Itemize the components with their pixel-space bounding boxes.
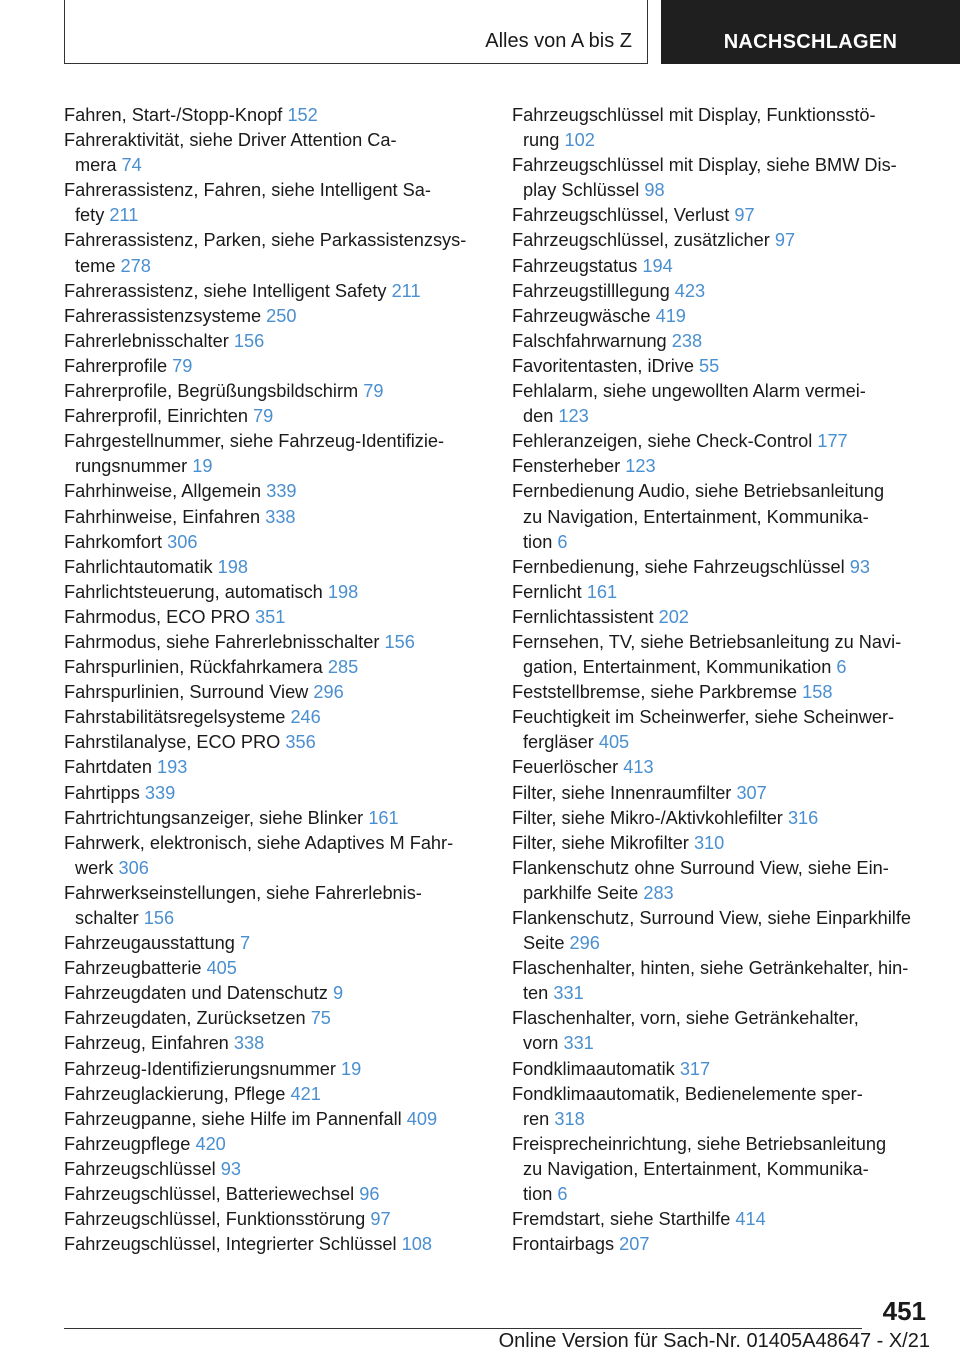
index-entry bbox=[64, 1082, 480, 1107]
index-term: fergläser bbox=[523, 732, 594, 753]
page-reference-link[interactable]: 207 bbox=[619, 1234, 650, 1255]
index-entry bbox=[512, 228, 932, 253]
page-reference-link[interactable]: 152 bbox=[287, 105, 318, 125]
page-reference-link[interactable]: 74 bbox=[121, 155, 142, 176]
index-term: rungsnummer bbox=[75, 456, 188, 477]
index-term: Fehlalarm, siehe ungewollten Alarm vermei- bbox=[512, 381, 866, 402]
index-term: Fahrerlebnisschalter bbox=[64, 330, 229, 351]
page-reference-link[interactable]: 198 bbox=[217, 556, 249, 577]
index-term: Fahrzeug, Einfahren bbox=[64, 1033, 229, 1054]
page-reference-link[interactable]: 283 bbox=[643, 882, 674, 903]
index-term: Fahrzeugpanne, siehe Hilfe im Pannenfall bbox=[64, 1108, 402, 1129]
page-reference-link[interactable]: 55 bbox=[699, 355, 720, 376]
page-reference-link[interactable]: 238 bbox=[671, 330, 703, 351]
page-reference-link[interactable]: 356 bbox=[285, 732, 316, 753]
page-reference-link[interactable]: 156 bbox=[233, 330, 265, 351]
page-reference-link[interactable]: 421 bbox=[290, 1083, 321, 1104]
page-reference-link[interactable]: 97 bbox=[734, 205, 755, 226]
index-entry bbox=[512, 1207, 932, 1232]
page-reference-link[interactable]: 405 bbox=[598, 732, 630, 753]
index-entry bbox=[64, 605, 480, 630]
index-term: Fahrzeugschlüssel mit Display, Funktionsstö- bbox=[512, 105, 876, 125]
index-term: Flaschenhalter, vorn, siehe Getränkehalter, bbox=[512, 1008, 859, 1029]
index-entry bbox=[64, 956, 480, 981]
index-entry bbox=[64, 1182, 480, 1207]
page-reference-link[interactable]: 158 bbox=[802, 682, 833, 703]
index-term: Fernlicht bbox=[512, 581, 582, 602]
page-reference-link[interactable]: 93 bbox=[220, 1158, 241, 1179]
index-term: Fahrwerkseinstellungen, siehe Fahrerlebnis- bbox=[64, 882, 422, 903]
index-term: Fahrzeugschlüssel, Funktionsstörung bbox=[64, 1209, 366, 1230]
index-entry bbox=[64, 1031, 480, 1056]
page-reference-link[interactable]: 156 bbox=[384, 631, 415, 652]
index-entry bbox=[512, 680, 932, 705]
index-entry bbox=[512, 906, 932, 956]
page-reference-link[interactable]: 351 bbox=[255, 606, 286, 627]
index-term: Fahrstabilitätsregelsysteme bbox=[64, 707, 286, 728]
index-term: Fahrhinweise, Einfahren bbox=[64, 506, 261, 527]
index-term: Fahrzeugschlüssel, Integrierter Schlüssel bbox=[64, 1234, 397, 1255]
page-reference-link[interactable]: 420 bbox=[195, 1133, 226, 1154]
index-term: werk bbox=[75, 857, 114, 878]
index-entry bbox=[64, 931, 480, 956]
index-term: Filter, siehe Innenraumfilter bbox=[512, 782, 732, 803]
index-term: fety bbox=[75, 205, 105, 226]
page-reference-link[interactable]: 97 bbox=[370, 1209, 391, 1230]
index-entry bbox=[512, 1057, 932, 1082]
index-entry bbox=[64, 555, 480, 580]
page-reference-link[interactable]: 211 bbox=[109, 205, 139, 226]
page-reference-link[interactable]: 316 bbox=[787, 807, 819, 828]
index-term: Fensterheber bbox=[512, 456, 621, 477]
index-term: Fahrerassistenz, Parken, siehe Parkassistenzsys- bbox=[64, 230, 467, 251]
index-term: Fahrzeugausstattung bbox=[64, 933, 235, 954]
index-term: tion bbox=[523, 1184, 553, 1205]
index-term: Fremdstart, siehe Starthilfe bbox=[512, 1209, 731, 1230]
index-entry bbox=[64, 781, 480, 806]
index-term: Fahrzeugschlüssel mit Display, siehe BMW Dis- bbox=[512, 155, 897, 176]
index-entry bbox=[512, 956, 932, 1006]
index-term: Fahrerassistenzsysteme bbox=[64, 305, 262, 326]
index-entry bbox=[512, 1082, 932, 1132]
index-term: den bbox=[523, 406, 554, 427]
page-reference-link[interactable]: 102 bbox=[564, 130, 595, 151]
page-reference-link[interactable]: 338 bbox=[233, 1033, 265, 1054]
index-entry bbox=[512, 755, 932, 780]
index-term: Fahrzeugdaten und Datenschutz bbox=[64, 983, 328, 1004]
index-term: Fahrhinweise, Allgemein bbox=[64, 481, 262, 502]
index-term: Fahrtipps bbox=[64, 782, 140, 803]
page-reference-link[interactable]: 123 bbox=[558, 406, 589, 427]
index-term: Fahrtdaten bbox=[64, 757, 152, 778]
chapter-tab bbox=[661, 0, 960, 64]
index-column-right bbox=[512, 103, 932, 1257]
index-term: zu Navigation, Entertainment, Kommunika- bbox=[523, 1158, 869, 1179]
index-term: vorn bbox=[523, 1033, 559, 1054]
index-term: Fahrzeugstilllegung bbox=[512, 280, 670, 301]
page-reference-link[interactable]: 331 bbox=[563, 1033, 594, 1054]
index-term: Falschfahrwarnung bbox=[512, 330, 667, 351]
index-entry bbox=[64, 505, 480, 530]
page-reference-link[interactable]: 413 bbox=[623, 757, 654, 778]
index-term: Feststellbremse, siehe Parkbremse bbox=[512, 682, 798, 703]
index-entry bbox=[512, 329, 932, 354]
footer-divider bbox=[64, 1328, 862, 1329]
page-reference-link[interactable]: 6 bbox=[557, 531, 568, 552]
index-term: Fernsehen, TV, siehe Betriebsanleitung zu Navi- bbox=[512, 631, 902, 652]
index-term: Fahrzeugpflege bbox=[64, 1133, 191, 1154]
index-term: Fernlichtassistent bbox=[512, 606, 654, 627]
index-entry bbox=[512, 153, 932, 203]
index-term: Fahrzeugbatterie bbox=[64, 958, 202, 979]
index-entry bbox=[512, 555, 932, 580]
index-entry bbox=[512, 705, 932, 755]
index-entry bbox=[64, 881, 480, 931]
index-term: Filter, siehe Mikro-/Aktivkohlefilter bbox=[512, 807, 783, 828]
index-entry bbox=[64, 806, 480, 831]
page-reference-link[interactable]: 75 bbox=[310, 1008, 331, 1029]
page-reference-link[interactable]: 156 bbox=[143, 908, 175, 928]
index-term: Fahrzeugschlüssel, Batteriewechsel bbox=[64, 1184, 355, 1205]
index-entry bbox=[64, 1232, 480, 1257]
index-term: Fahrstilanalyse, ECO PRO bbox=[64, 732, 281, 753]
page-reference-link[interactable]: 278 bbox=[120, 255, 151, 276]
index-term: rung bbox=[523, 130, 560, 151]
index-entry bbox=[64, 630, 480, 655]
page-reference-link[interactable]: 202 bbox=[658, 606, 689, 627]
index-term: Fernbedienung, siehe Fahrzeugschlüssel bbox=[512, 556, 845, 577]
index-term: Fernbedienung Audio, siehe Betriebsanleitung bbox=[512, 481, 885, 502]
page-reference-link[interactable]: 97 bbox=[774, 230, 796, 251]
page-number: 451 bbox=[882, 1296, 926, 1326]
index-term: Fahrerassistenz, Fahren, siehe Intelligent Sa- bbox=[64, 180, 431, 201]
page-reference-link[interactable]: 6 bbox=[557, 1184, 568, 1205]
index-term: Fahrerassistenz, siehe Intelligent Safety bbox=[64, 280, 387, 301]
index-term: Filter, siehe Mikrofilter bbox=[512, 832, 689, 853]
index-term: gation, Entertainment, Kommunikation bbox=[523, 657, 832, 678]
index-entry bbox=[64, 530, 480, 555]
index-entry bbox=[512, 354, 932, 379]
index-term: Fahrwerk, elektronisch, siehe Adaptives M Fahr- bbox=[64, 832, 454, 853]
index-entry bbox=[64, 981, 480, 1006]
index-term: ten bbox=[523, 983, 549, 1004]
page-reference-link[interactable]: 6 bbox=[836, 657, 847, 678]
index-term: Seite bbox=[523, 933, 565, 954]
index-entry bbox=[512, 781, 932, 806]
index-entry bbox=[64, 279, 480, 304]
index-entry bbox=[64, 755, 480, 780]
index-term: Flaschenhalter, hinten, siehe Getränkehalter, hin- bbox=[512, 958, 909, 979]
index-entry bbox=[64, 1006, 480, 1031]
index-entry bbox=[64, 103, 480, 128]
index-term: Fahrerprofile bbox=[64, 355, 168, 376]
index-term: teme bbox=[75, 255, 116, 276]
index-term: Fahren, Start-/Stopp-Knopf bbox=[64, 105, 283, 125]
index-entry bbox=[64, 1157, 480, 1182]
index-term: Fahrgestellnummer, siehe Fahrzeug-Identifizie- bbox=[64, 431, 445, 452]
page-reference-link[interactable]: 250 bbox=[266, 305, 297, 326]
index-entry bbox=[512, 379, 932, 429]
index-entry bbox=[512, 304, 932, 329]
page-reference-link[interactable]: 19 bbox=[192, 456, 213, 477]
index-entry bbox=[512, 279, 932, 304]
index-term: Fahrzeuglackierung, Pflege bbox=[64, 1083, 286, 1104]
index-term: Feuchtigkeit im Scheinwerfer, siehe Scheinwer- bbox=[512, 707, 895, 728]
index-entry bbox=[64, 178, 480, 228]
page-reference-link[interactable]: 285 bbox=[327, 657, 359, 678]
index-entry bbox=[64, 655, 480, 680]
index-entry bbox=[64, 831, 480, 881]
page-reference-link[interactable]: 414 bbox=[735, 1209, 766, 1230]
page-reference-link[interactable]: 296 bbox=[313, 682, 344, 703]
index-entry bbox=[64, 429, 480, 479]
index-term: Fehleranzeigen, siehe Check-Control bbox=[512, 431, 813, 452]
index-term: Fahrzeugschlüssel, zusätzlicher bbox=[512, 230, 770, 251]
page-reference-link[interactable]: 307 bbox=[736, 782, 767, 803]
index-term: Fahrkomfort bbox=[64, 531, 163, 552]
index-entry bbox=[512, 1132, 932, 1207]
index-term: zu Navigation, Entertainment, Kommunika- bbox=[523, 506, 869, 527]
page-reference-link[interactable]: 79 bbox=[253, 406, 274, 427]
index-entry bbox=[64, 404, 480, 429]
page-reference-link[interactable]: 318 bbox=[554, 1108, 585, 1129]
page-reference-link[interactable]: 409 bbox=[406, 1108, 438, 1129]
page-reference-link[interactable]: 310 bbox=[693, 832, 725, 853]
online-version-footer: Online Version für Sach-Nr. 01405A48647 - X/21 bbox=[498, 1330, 930, 1352]
page-reference-link[interactable]: 96 bbox=[359, 1184, 380, 1205]
index-entry bbox=[64, 479, 480, 504]
page-reference-link[interactable]: 193 bbox=[157, 757, 188, 778]
page-reference-link[interactable]: 19 bbox=[341, 1058, 362, 1079]
page-reference-link[interactable]: 79 bbox=[172, 355, 193, 376]
index-term: Fahrmodus, siehe Fahrerlebnisschalter bbox=[64, 631, 380, 652]
index-entry bbox=[64, 705, 480, 730]
page-reference-link[interactable]: 306 bbox=[118, 857, 149, 878]
index-entry bbox=[64, 680, 480, 705]
page-reference-link[interactable]: 317 bbox=[679, 1058, 711, 1079]
index-entry bbox=[512, 605, 932, 630]
page-reference-link[interactable]: 79 bbox=[363, 381, 384, 402]
index-term: Fahrzeugstatus bbox=[512, 255, 638, 276]
index-term: Fahrerprofil, Einrichten bbox=[64, 406, 248, 427]
index-term: Fahrzeugwäsche bbox=[512, 305, 651, 326]
index-entry bbox=[512, 103, 932, 153]
index-entry bbox=[64, 580, 480, 605]
page-reference-link[interactable]: 405 bbox=[206, 958, 237, 979]
index-term: tion bbox=[523, 531, 553, 552]
index-term: Fahrzeugdaten, Zurücksetzen bbox=[64, 1008, 306, 1029]
index-entry bbox=[512, 856, 932, 906]
page-reference-link[interactable]: 296 bbox=[569, 933, 600, 954]
index-term: Frontairbags bbox=[512, 1234, 615, 1255]
index-entry bbox=[512, 831, 932, 856]
index-entry bbox=[512, 254, 932, 279]
page-reference-link[interactable]: 108 bbox=[401, 1234, 433, 1255]
index-term: Flankenschutz, Surround View, siehe Einparkhilfe bbox=[512, 908, 912, 928]
index-term: Fondklimaautomatik, Bedienelemente sper- bbox=[512, 1083, 863, 1104]
index-entry bbox=[64, 128, 480, 178]
page-reference-link[interactable]: 246 bbox=[290, 707, 321, 728]
index-term: Freisprecheinrichtung, siehe Betriebsanleitung bbox=[512, 1133, 887, 1154]
index-entry bbox=[512, 429, 932, 454]
index-entry bbox=[512, 1006, 932, 1056]
index-entry bbox=[64, 304, 480, 329]
index-entry bbox=[512, 806, 932, 831]
index-entry bbox=[64, 1057, 480, 1082]
index-term: play Schlüssel bbox=[523, 180, 640, 201]
page-reference-link[interactable]: 194 bbox=[642, 255, 673, 276]
index-term: Feuerlöscher bbox=[512, 757, 619, 778]
page-reference-link[interactable]: 419 bbox=[655, 305, 686, 326]
page-reference-link[interactable]: 211 bbox=[391, 280, 421, 301]
index-term: Fahrmodus, ECO PRO bbox=[64, 606, 250, 627]
page-reference-link[interactable]: 98 bbox=[644, 180, 665, 201]
index-entry bbox=[512, 203, 932, 228]
index-term: Fahrtrichtungsanzeiger, siehe Blinker bbox=[64, 807, 364, 828]
index-entry bbox=[512, 580, 932, 605]
index-term: Fahreraktivität, siehe Driver Attention Ca- bbox=[64, 130, 397, 151]
index-term: Flankenschutz ohne Surround View, siehe Ein- bbox=[512, 857, 889, 878]
index-term: Fahrlichtautomatik bbox=[64, 556, 213, 577]
section-title-tab bbox=[64, 0, 648, 64]
page-reference-link[interactable]: 161 bbox=[368, 807, 399, 828]
index-term: Fahrspurlinien, Surround View bbox=[64, 682, 309, 703]
index-term: Fahrlichtsteuerung, automatisch bbox=[64, 581, 323, 602]
page-reference-link[interactable]: 177 bbox=[817, 431, 848, 452]
page-reference-link[interactable]: 331 bbox=[553, 983, 584, 1004]
index-entry bbox=[64, 379, 480, 404]
index-entry bbox=[64, 329, 480, 354]
page-reference-link[interactable]: 339 bbox=[144, 782, 176, 803]
page-reference-link[interactable]: 7 bbox=[239, 933, 251, 954]
index-entry bbox=[64, 1207, 480, 1232]
index-term: Fahrerprofile, Begrüßungsbildschirm bbox=[64, 381, 359, 402]
index-entry bbox=[512, 454, 932, 479]
page-reference-link[interactable]: 198 bbox=[327, 581, 359, 602]
index-entry bbox=[512, 1232, 932, 1257]
page-reference-link[interactable]: 338 bbox=[265, 506, 296, 527]
index-term: Fahrspurlinien, Rückfahrkamera bbox=[64, 657, 323, 678]
index-term: Fahrzeug-Identifizierungsnummer bbox=[64, 1058, 336, 1079]
index-term: Fondklimaautomatik bbox=[512, 1058, 675, 1079]
page-reference-link[interactable]: 93 bbox=[849, 556, 870, 577]
index-term: Favoritentasten, iDrive bbox=[512, 355, 694, 376]
index-column-left bbox=[64, 103, 480, 1257]
page-reference-link[interactable]: 161 bbox=[586, 581, 618, 602]
index-term: Fahrzeugschlüssel bbox=[64, 1158, 216, 1179]
index-term: schalter bbox=[75, 908, 139, 928]
index-term: Fahrzeugschlüssel, Verlust bbox=[512, 205, 730, 226]
section-title: Alles von A bis Z bbox=[485, 30, 632, 52]
index-term: parkhilfe Seite bbox=[523, 882, 639, 903]
page-reference-link[interactable]: 339 bbox=[266, 481, 297, 502]
index-entry bbox=[64, 1107, 480, 1132]
index-entry bbox=[64, 730, 480, 755]
index-term: mera bbox=[75, 155, 117, 176]
index-entry bbox=[64, 354, 480, 379]
chapter-title: NACHSCHLAGEN bbox=[723, 31, 898, 53]
index-entry bbox=[64, 228, 480, 278]
page-reference-link[interactable]: 9 bbox=[332, 983, 344, 1004]
index-entry bbox=[64, 1132, 480, 1157]
index-entry bbox=[512, 479, 932, 554]
page-reference-link[interactable]: 306 bbox=[167, 531, 198, 552]
index-term: ren bbox=[523, 1108, 550, 1129]
page-reference-link[interactable]: 423 bbox=[674, 280, 706, 301]
index-entry bbox=[512, 630, 932, 680]
page-reference-link[interactable]: 123 bbox=[625, 456, 656, 477]
